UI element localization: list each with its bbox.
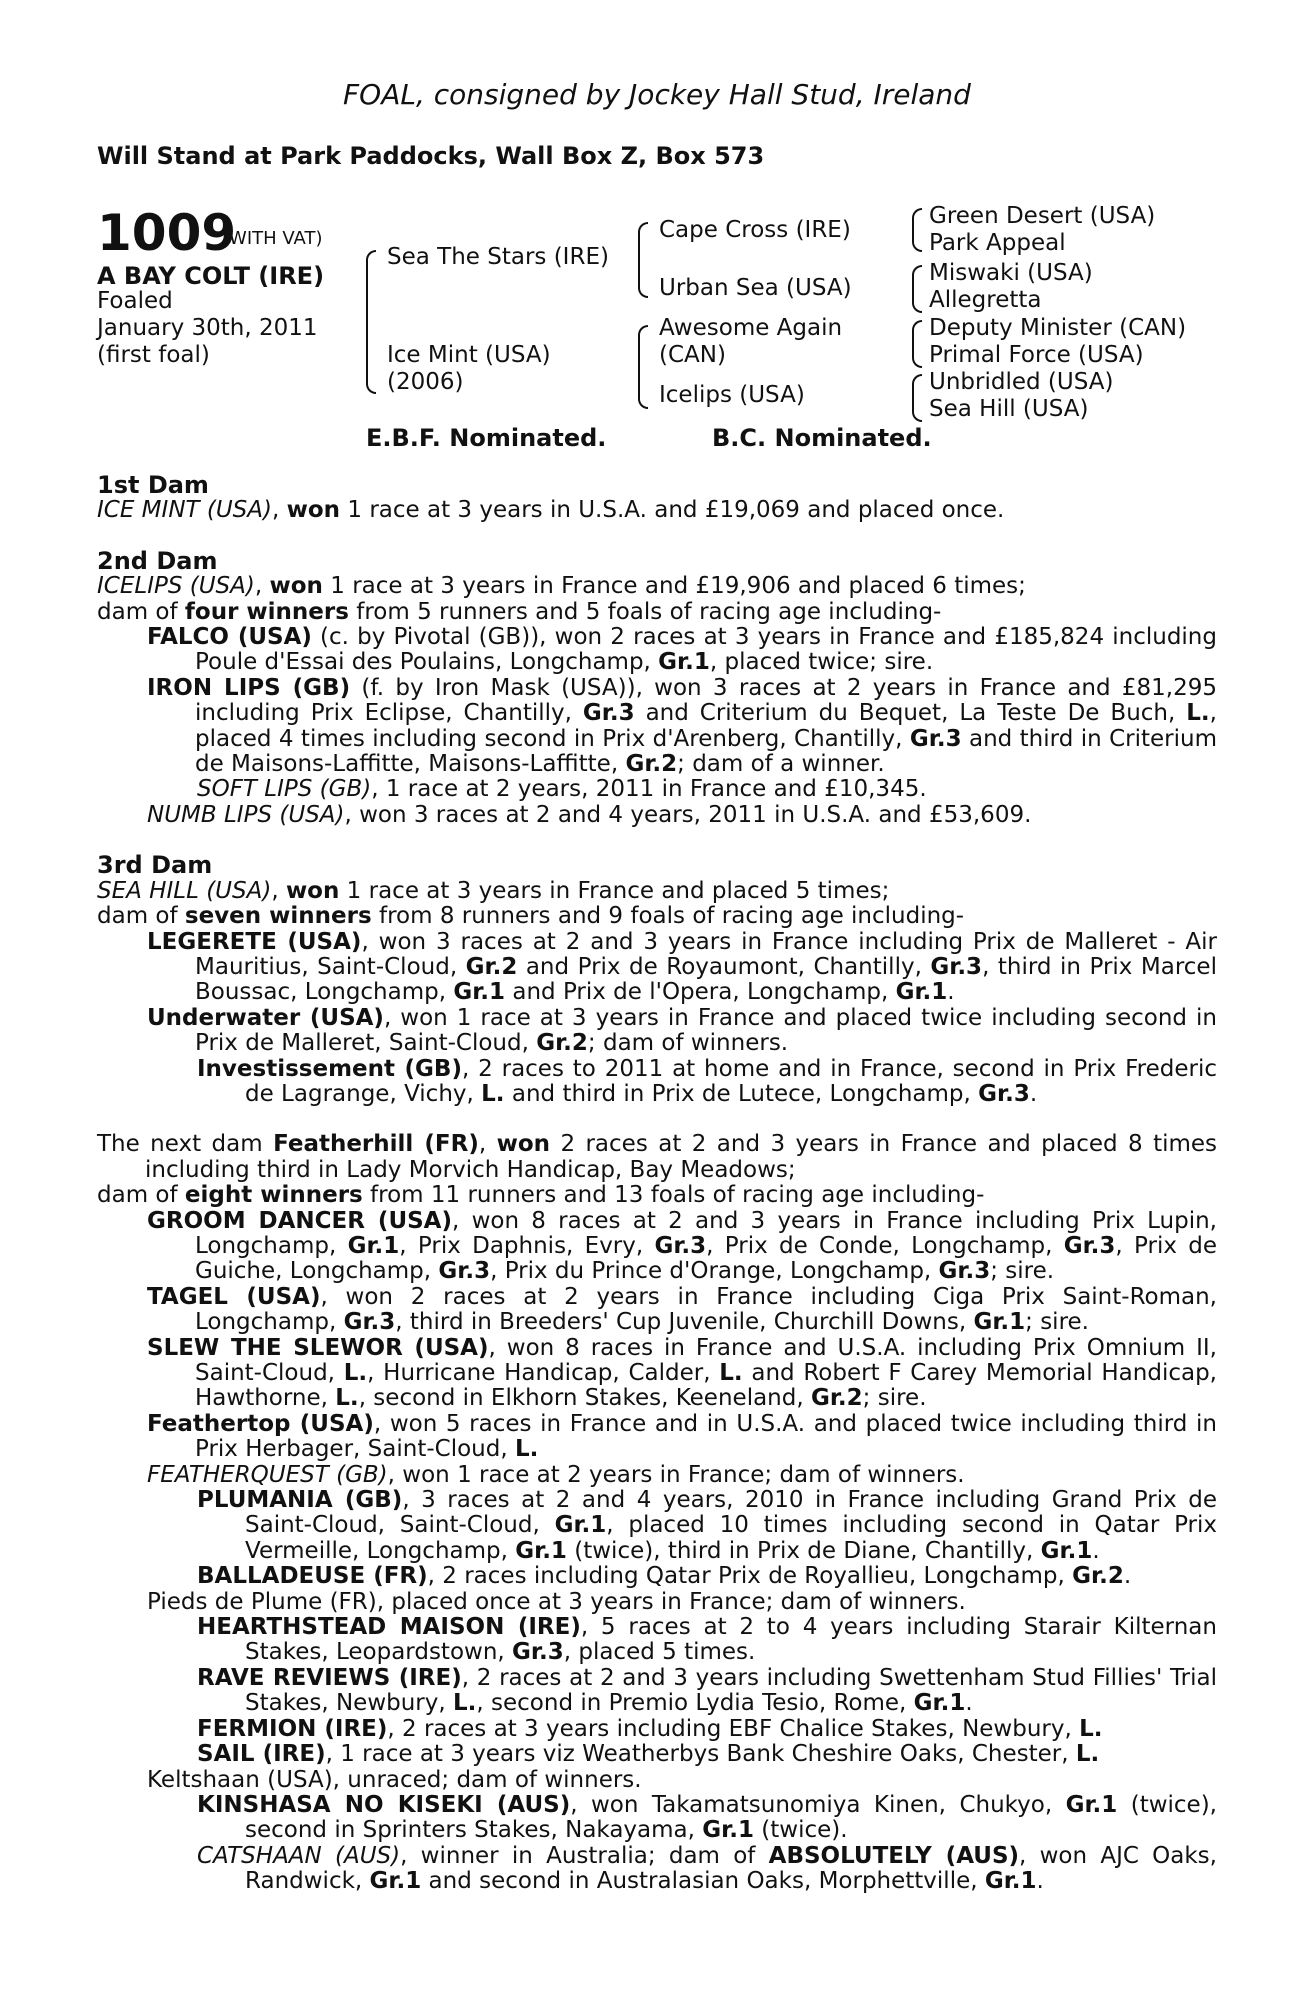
- list-item: SAIL (IRE), 1 race at 3 years viz Weatherbys Bank Cheshire Oaks, Chester, L.: [197, 1741, 1100, 1768]
- pedigree-dam-year: (2006): [387, 369, 464, 395]
- pedigree-brace: [912, 320, 922, 368]
- pedigree-dam-dam: Icelips (USA): [659, 382, 805, 408]
- list-item: FERMION (IRE), 2 races at 3 years including EBF Chalice Stakes, Newbury, L.: [197, 1715, 1103, 1742]
- list-item: SLEW THE SLEWOR (USA), won 8 races in France and U.S.A. including Prix Omnium II, Saint-Cloud, L., Hurricane Handicap, Calder, L. and Robert F Carey Memorial Handicap, Hawthorne, L., second in Elkhorn Stakes, Keeneland, Gr.2; sire.: [147, 1334, 1217, 1412]
- list-item: IRON LIPS (GB) (f. by Iron Mask (USA)), won 3 races at 2 years in France and £81,295 including Prix Eclipse, Chantilly, Gr.3 and Criterium du Bequet, La Teste De Buch, L., placed 4 times including second in Prix d'Arenberg, Chantilly, Gr.3 and third in Criterium de Maisons-Laffitte, Maisons-Laffitte, Gr.2; dam of a winner.: [147, 674, 1218, 778]
- pedigree-dam: Ice Mint (USA): [387, 342, 551, 368]
- third-dam-produce: dam of seven winners from 8 runners and 9 foals of racing age including-: [97, 903, 965, 930]
- bc-nominated: B.C. Nominated.: [712, 424, 932, 452]
- foal-note: (first foal): [97, 342, 210, 368]
- pedigree-sss: Green Desert (USA): [929, 203, 1156, 229]
- consignment-heading: FOAL, consigned by Jockey Hall Stud, Ireland: [343, 78, 971, 111]
- pedigree-sds: Miswaki (USA): [929, 260, 1093, 286]
- next-dam-record: The next dam Featherhill (FR), won 2 races at 2 and 3 years in France and placed 8 times including third in Lady Morvich Handicap, Bay Meadows;: [97, 1131, 1218, 1183]
- first-dam-title: 1st Dam: [97, 471, 209, 499]
- list-item: FEATHERQUEST (GB), won 1 race at 2 years in France; dam of winners.: [147, 1461, 965, 1488]
- list-item: HEARTHSTEAD MAISON (IRE), 5 races at 2 to 4 years including Starair Kilternan Stakes, Leopardstown, Gr.3, placed 5 times.: [197, 1614, 1217, 1666]
- list-item: TAGEL (USA), won 2 races at 2 years in France including Ciga Prix Saint-Roman, Longchamp, Gr.3, third in Breeders' Cup Juvenile, Churchill Downs, Gr.1; sire.: [147, 1283, 1217, 1336]
- pedigree-ddd: Sea Hill (USA): [929, 396, 1089, 422]
- list-item: BALLADEUSE (FR), 2 races including Qatar Prix de Royallieu, Longchamp, Gr.2.: [197, 1563, 1132, 1590]
- vat-note: (WITH VAT): [222, 228, 323, 249]
- list-item: Keltshaan (USA), unraced; dam of winners.: [147, 1766, 642, 1793]
- next-dam-produce: dam of eight winners from 11 runners and 13 foals of racing age including-: [97, 1182, 985, 1209]
- list-item: SOFT LIPS (GB), 1 race at 2 years, 2011 in France and £10,345.: [197, 776, 927, 803]
- pedigree-sire-sire: Cape Cross (IRE): [659, 217, 851, 243]
- list-item: Investissement (GB), 2 races to 2011 at home and in France, second in Prix Frederic de Lagrange, Vichy, L. and third in Prix de Lutece, Longchamp, Gr.3.: [197, 1055, 1217, 1107]
- catalogue-body: [97, 473, 1217, 1895]
- pedigree-brace: [638, 222, 648, 298]
- pedigree-brace: [366, 250, 376, 394]
- pedigree-dds: Unbridled (USA): [929, 369, 1114, 395]
- list-item: Pieds de Plume (FR), placed once at 3 years in France; dam of winners.: [147, 1588, 966, 1615]
- lot-title: A BAY COLT (IRE): [97, 262, 325, 290]
- pedigree-brace: [638, 325, 648, 409]
- list-item: CATSHAAN (AUS), winner in Australia; dam of ABSOLUTELY (AUS), won AJC Oaks, Randwick, Gr.1 and second in Australasian Oaks, Morphettville, Gr.1.: [197, 1842, 1217, 1895]
- pedigree-brace: [912, 265, 922, 313]
- pedigree-dss: Deputy Minister (CAN): [929, 315, 1187, 341]
- pedigree-sire: Sea The Stars (IRE): [387, 244, 609, 270]
- second-dam-produce: dam of four winners from 5 runners and 5 foals of racing age including-: [97, 598, 942, 625]
- list-item: NUMB LIPS (USA), won 3 races at 2 and 4 years, 2011 in U.S.A. and £53,609.: [147, 801, 1032, 828]
- list-item: LEGERETE (USA), won 3 races at 2 and 3 years in France including Prix de Malleret - Air Mauritius, Saint-Cloud, Gr.2 and Prix de Royaumont, Chantilly, Gr.3, third in Prix Marcel Boussac, Longchamp, Gr.1 and Prix de l'Opera, Longchamp, Gr.1.: [147, 928, 1218, 1006]
- list-item: FALCO (USA) (c. by Pivotal (GB)), won 2 races at 3 years in France and £185,824 including Poule d'Essai des Poulains, Longchamp, Gr.1, placed twice; sire.: [147, 624, 1217, 676]
- pedigree-dsd: Primal Force (USA): [929, 342, 1144, 368]
- list-item: RAVE REVIEWS (IRE), 2 races at 2 and 3 years including Swettenham Stud Fillies' Trial Stakes, Newbury, L., second in Premio Lydia Tesio, Rome, Gr.1.: [197, 1664, 1218, 1717]
- pedigree-brace: [912, 208, 922, 252]
- first-dam-record: ICE MINT (USA), won 1 race at 3 years in U.S.A. and £19,069 and placed once.: [97, 497, 1005, 524]
- list-item: GROOM DANCER (USA), won 8 races at 2 and 3 years in France including Prix Lupin, Longchamp, Gr.1, Prix Daphnis, Evry, Gr.3, Prix de Conde, Longchamp, Gr.3, Prix de Guiche, Longchamp, Gr.3, Prix du Prince d'Orange, Longchamp, Gr.3; sire.: [147, 1207, 1217, 1285]
- second-dam-title: 2nd Dam: [97, 546, 218, 575]
- list-item: Underwater (USA), won 1 race at 3 years in France and placed twice including second in Prix de Malleret, Saint-Cloud, Gr.2; dam of winners.: [147, 1004, 1217, 1057]
- list-item: Feathertop (USA), won 5 races in France and in U.S.A. and placed twice including third in Prix Herbager, Saint-Cloud, L.: [147, 1410, 1217, 1463]
- pedigree-sire-dam: Urban Sea (USA): [659, 275, 852, 301]
- pedigree-sdd: Allegretta: [929, 287, 1042, 313]
- lot-number: 1009: [97, 204, 237, 262]
- list-item: PLUMANIA (GB), 3 races at 2 and 4 years, 2010 in France including Grand Prix de Saint-Cloud, Saint-Cloud, Gr.1, placed 10 times including second in Qatar Prix Vermeille, Longchamp, Gr.1 (twice), third in Prix de Diane, Chantilly, Gr.1.: [197, 1487, 1217, 1564]
- foaled-date: January 30th, 2011: [97, 315, 318, 341]
- foaled-label: Foaled: [97, 288, 173, 314]
- pedigree-brace: [912, 374, 922, 422]
- pedigree-dam-sire: Awesome Again: [659, 315, 843, 341]
- third-dam-record: SEA HILL (USA), won 1 race at 3 years in France and placed 5 times;: [97, 877, 890, 904]
- third-dam-title: 3rd Dam: [97, 851, 213, 880]
- pedigree-ssd: Park Appeal: [929, 230, 1066, 256]
- list-item: KINSHASA NO KISEKI (AUS), won Takamatsunomiya Kinen, Chukyo, Gr.1 (twice), second in Sprinters Stakes, Nakayama, Gr.1 (twice).: [197, 1791, 1217, 1844]
- ebf-nominated: E.B.F. Nominated.: [366, 424, 607, 452]
- second-dam-record: ICELIPS (USA), won 1 race at 3 years in France and £19,906 and placed 6 times;: [97, 573, 1026, 600]
- stand-location: Will Stand at Park Paddocks, Wall Box Z, Box 573: [97, 142, 765, 170]
- pedigree-dam-sire-country: (CAN): [659, 342, 726, 368]
